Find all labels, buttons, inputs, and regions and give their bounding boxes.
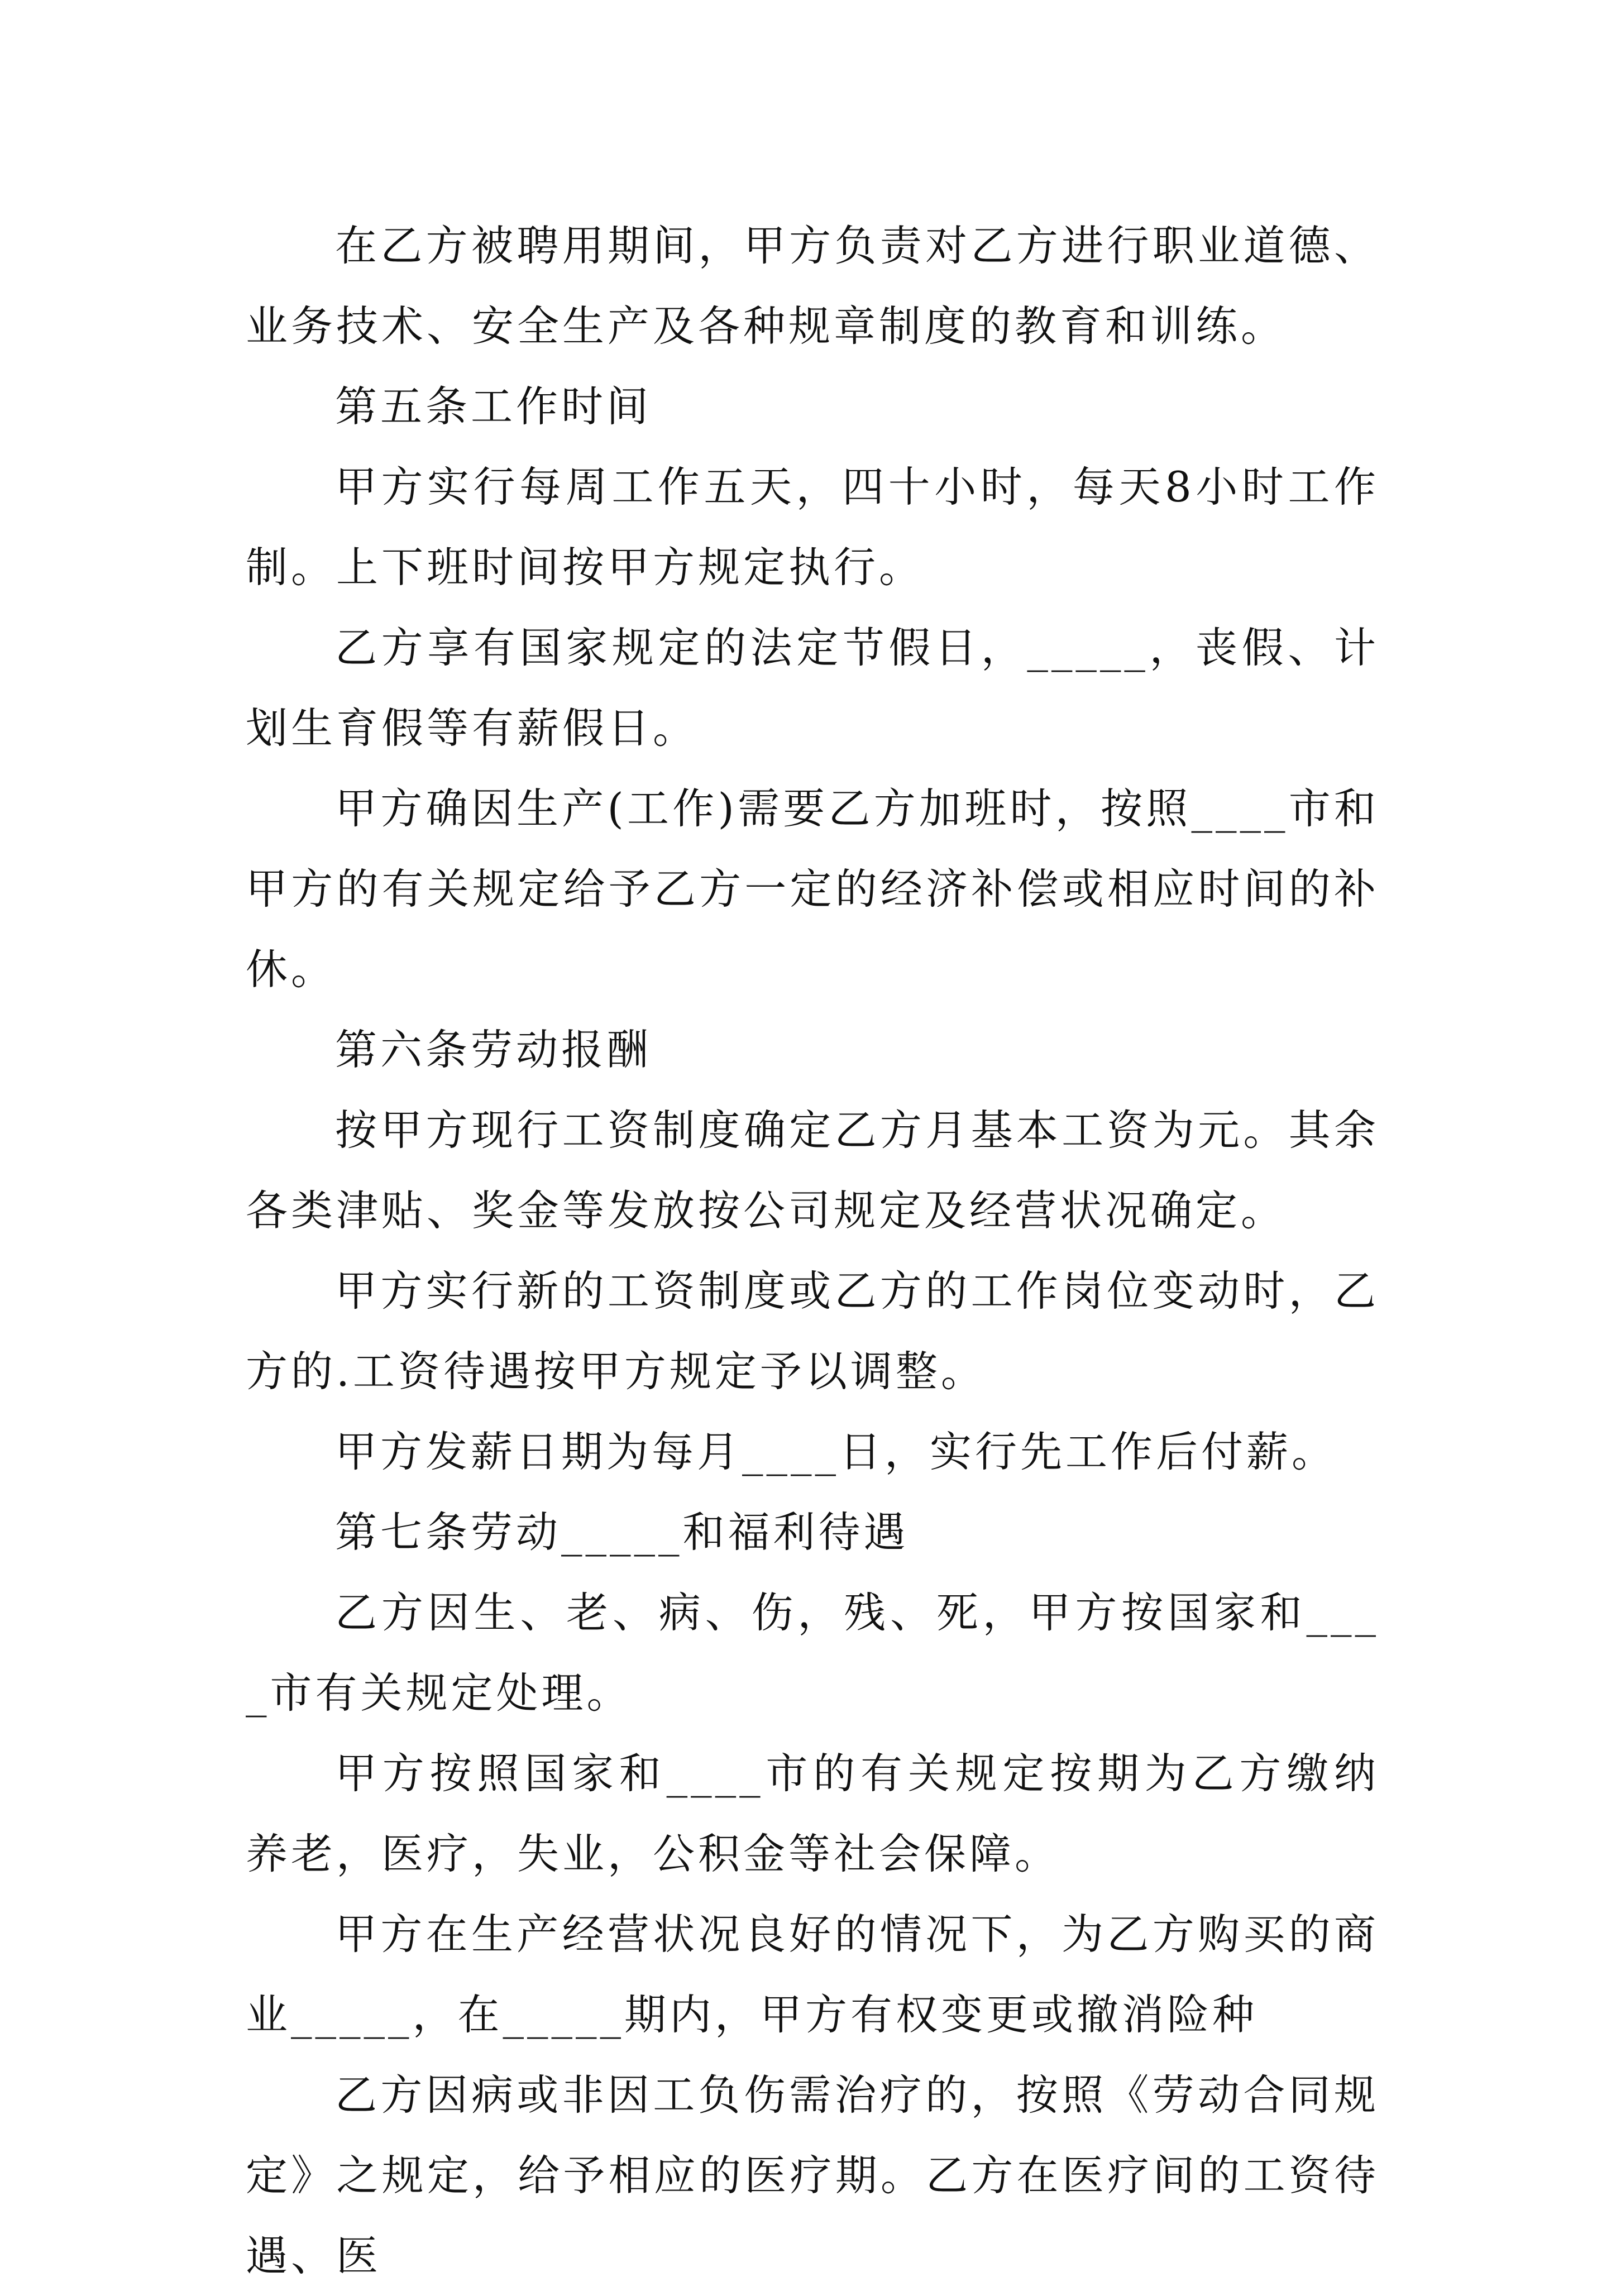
paragraph-overtime: 甲方确因生产(工作)需要乙方加班时，按照____市和甲方的有关规定给予乙方一定的经济补偿或相应时间的补休。 bbox=[246, 784, 1379, 994]
paragraph-holidays: 乙方享有国家规定的法定节假日，_____，丧假、计划生育假等有薪假日。 bbox=[246, 623, 1379, 753]
document-body bbox=[246, 205, 1379, 2296]
paragraph-base-salary: 按甲方现行工资制度确定乙方月基本工资为元。其余各类津贴、奖金等发放按公司规定及经营状况确定。 bbox=[246, 1106, 1379, 1235]
heading-article-5: 第五条工作时间 bbox=[335, 382, 652, 431]
paragraph-payday: 甲方发薪日期为每月____日，实行先工作后付薪。 bbox=[335, 1427, 1337, 1476]
paragraph-illness-handling: 乙方因生、老、病、伤，残、死，甲方按国家和____市有关规定处理。 bbox=[246, 1588, 1379, 1718]
paragraph-medical-period: 乙方因病或非因工负伤需治疗的，按照《劳动合同规定》之规定，给予相应的医疗期。乙方在医疗间的工资待遇、医 bbox=[246, 2070, 1379, 2280]
heading-article-7: 第七条劳动_____和福利待遇 bbox=[335, 1508, 909, 1557]
paragraph-training: 在乙方被聘用期间，甲方负责对乙方进行职业道德、业务技术、安全生产及各种规章制度的教育和训练。 bbox=[246, 221, 1379, 351]
paragraph-commercial-insurance: 甲方在生产经营状况良好的情况下，为乙方购买的商业_____，在_____期内，甲方有权变更或撤消险种 bbox=[246, 1910, 1379, 2039]
paragraph-work-week: 甲方实行每周工作五天，四十小时，每天8小时工作制。上下班时间按甲方规定执行。 bbox=[246, 462, 1379, 592]
heading-article-6: 第六条劳动报酬 bbox=[335, 1025, 652, 1074]
paragraph-salary-adjustment: 甲方实行新的工资制度或乙方的工作岗位变动时，乙方的.工资待遇按甲方规定予以调整。 bbox=[246, 1266, 1379, 1396]
paragraph-social-insurance: 甲方按照国家和____市的有关规定按期为乙方缴纳养老，医疗，失业，公积金等社会保障。 bbox=[246, 1749, 1379, 1878]
